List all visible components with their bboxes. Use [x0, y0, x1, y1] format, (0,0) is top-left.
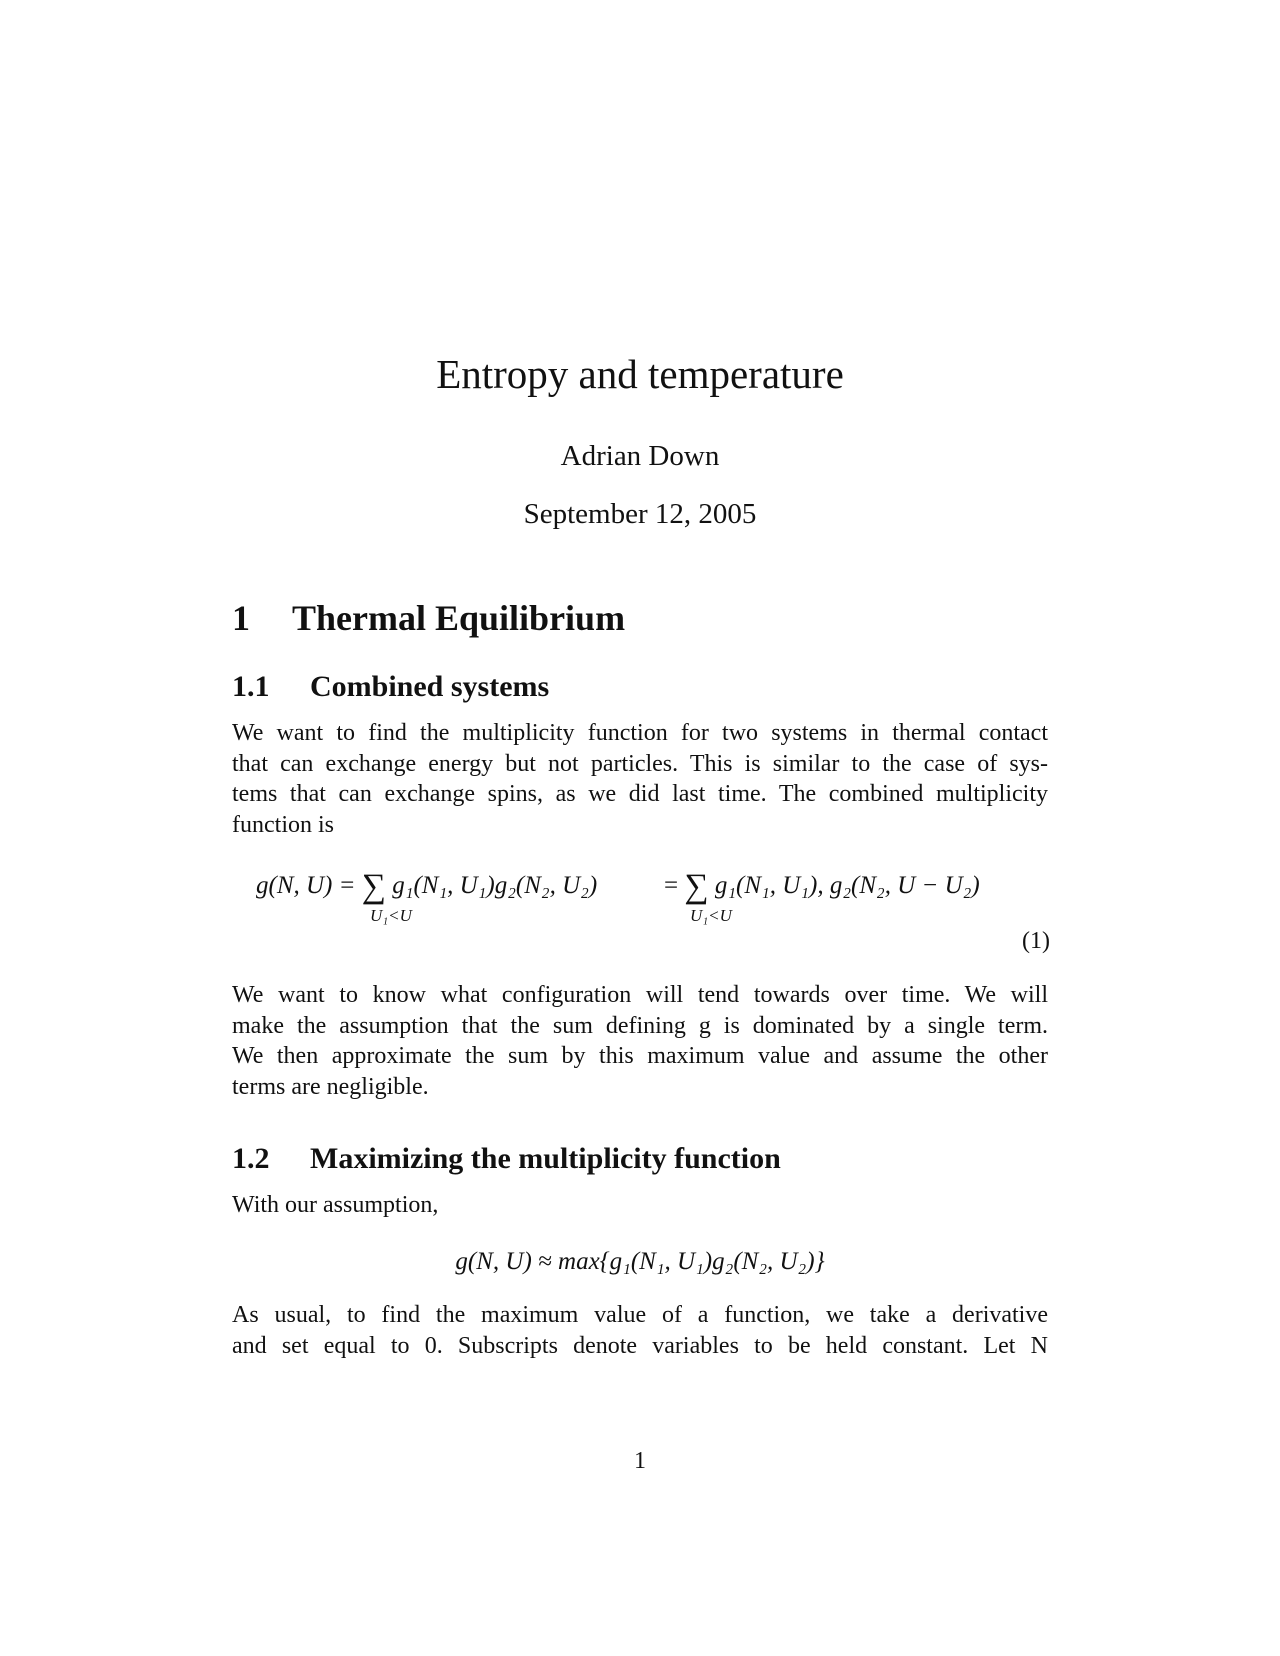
paragraph-line: We want to find the multiplicity function for two systems in thermal contact [232, 720, 1048, 746]
subsection-heading-maximizing [232, 1141, 781, 1177]
section-heading-thermal-equilibrium [232, 596, 625, 640]
subsection-heading-combined-systems [232, 669, 549, 705]
paragraph-line: We then approximate the sum by this maximum value and assume the other [232, 1043, 1048, 1069]
sum-subscript: U₁<U [370, 906, 412, 925]
equals-sign: = [664, 872, 685, 899]
equation-number: (1) [1022, 928, 1050, 954]
subsection-number: 1.1 [232, 670, 270, 703]
paragraph-line: function is [232, 811, 334, 838]
sum-symbol: ∑ [361, 868, 386, 905]
paragraph-line: With our assumption, [232, 1192, 439, 1218]
paragraph-combined-systems [232, 718, 1048, 840]
paragraph-configuration [232, 980, 1048, 1102]
equation-2: g(N, U) ≈ max{g₁(N₁, U₁)g₂(N₂, U₂)} [455, 1248, 825, 1275]
paragraph-line: make the assumption that the sum defining g is dominated by a single term. [232, 1012, 1048, 1039]
document-date: September 12, 2005 [523, 498, 757, 530]
paragraph-line: We want to know what configuration will tend towards over time. We will [232, 982, 1048, 1008]
paragraph-line: terms are negligible. [232, 1073, 429, 1100]
section-number: 1 [232, 598, 250, 638]
document-title: Entropy and temperature [436, 351, 844, 397]
section-title: Thermal Equilibrium [292, 598, 626, 638]
subsection-number: 1.2 [232, 1142, 270, 1175]
paragraph-derivative [232, 1300, 1048, 1361]
paragraph-line: and set equal to 0. Subscripts denote variables to be held constant. Let N [232, 1332, 1048, 1359]
paragraph-line: that can exchange energy but not particles. This is similar to the case of sys- [232, 750, 1048, 777]
page-number: 1 [634, 1448, 646, 1474]
sum-subscript: U₁<U [690, 906, 732, 925]
equation-term: g₁(N₁, U₁), g₂(N₂, U − U₂) [708, 872, 980, 899]
equation-term: g₁(N₁, U₁)g₂(N₂, U₂) [386, 872, 598, 899]
equation-lhs: g(N, U) = [256, 872, 362, 899]
sum-symbol: ∑ [684, 868, 709, 905]
subsection-title: Maximizing the multiplicity function [310, 1142, 781, 1175]
paragraph-line: tems that can exchange spins, as we did last time. The combined multiplicity [232, 781, 1048, 807]
equation-1-right [664, 868, 980, 906]
paragraph-assumption [232, 1190, 1048, 1221]
document-author: Adrian Down [560, 440, 720, 472]
equation-1-left [256, 868, 597, 906]
subsection-title: Combined systems [310, 670, 550, 703]
paragraph-line: As usual, to find the maximum value of a function, we take a derivative [232, 1302, 1048, 1328]
